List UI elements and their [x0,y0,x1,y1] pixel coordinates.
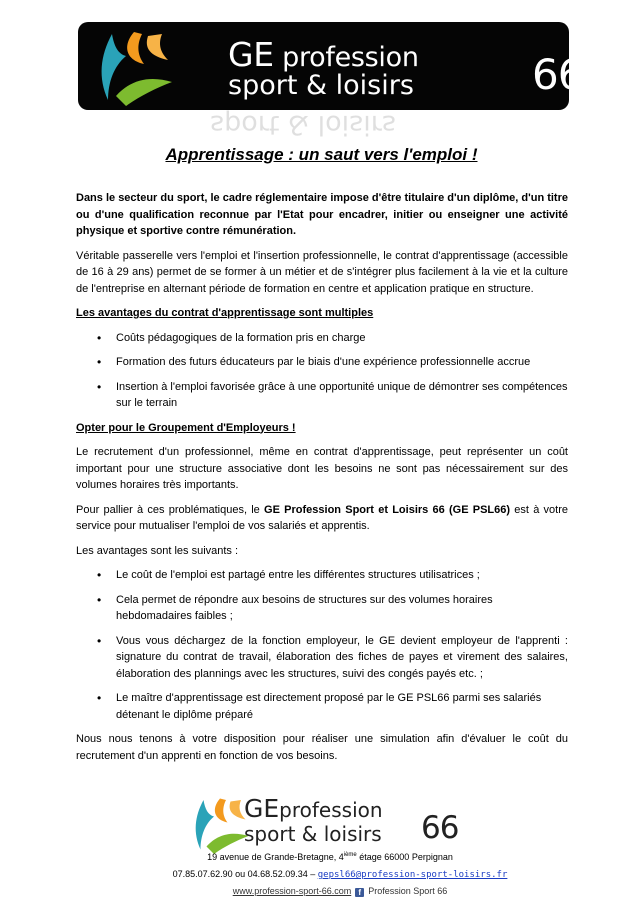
recruitment-paragraph: Le recrutement d'un professionnel, même en contrat d'apprentissage, peut représenter un coût important pour une structure associative dont les besoins ne sont pas nécessairement sur des volumes horaires très importants. [76,446,568,491]
benefits-intro: Les avantages sont les suivants : [76,544,239,557]
advantages-list [76,330,568,412]
list-item: • Coûts pédagogiques de la formation pris en charge [76,330,568,347]
header-banner [78,22,584,110]
banner-reflection [210,109,510,140]
benefits-list [76,567,568,723]
footer-initials: GE [244,794,280,823]
banner-initials: GE [228,35,274,74]
contact-line [140,869,540,880]
phone-numbers: 07.85.07.62.90 ou 04.68.52.09.34 – [172,869,318,879]
section-heading-advantages: Les avantages du contrat d'apprentissage sont multiples [76,307,374,319]
list-item: • Vous vous déchargez de la fonction employeur, le GE devient employeur de l'apprenti : signature du contrat de travail, élaboration des fiches de payes et virement des salaires, élaboration des plannings avec les structures, suivi des congés payés etc. ; [76,633,568,683]
intro-bold-paragraph: Dans le secteur du sport, le cadre réglementaire impose d'être titulaire d'un diplôme, d'un titre ou d'une qualification reconnue par l'Etat pour encadrer, initier ou enseigner une activité physique et sportive contre rémunération. [76,192,568,237]
footer-line2: sport & loisirs [244,822,382,846]
facebook-icon: f [355,888,364,897]
footer-number: 66 [421,810,459,846]
banner-word: profession [273,42,419,73]
intro-paragraph: Véritable passerelle vers l'emploi et l'insertion professionnelle, le contrat d'apprentissage (accessible de 16 à 29 ans) permet de se former à un métier et de s'intégrer plus facilement à la vie et la culture de l'entreprise en alternant période de formation en centre et application pratique en structure. [76,249,568,295]
closing-paragraph: Nous nous tenons à votre disposition pour réaliser une simulation afin d'évaluer le coût du recrutement d'un apprenti en fonction de vos besoins. [76,733,568,762]
section-heading-groupement: Opter pour le Groupement d'Employeurs ! [76,421,296,434]
ge-paragraph-end: est à votre service pour mutualiser l'emploi de vos salariés et apprentis. [76,503,569,532]
address [180,852,480,862]
list-item: • Formation des futurs éducateurs par le biais d'une expérience professionnelle accrue [76,354,568,371]
reflection-text: sport & loisirs [210,109,396,140]
ge-paragraph [76,502,568,535]
email-link[interactable]: gepsl66@profession-sport-loisirs.fr [317,870,508,880]
address-sup: ième [343,852,357,858]
website-link[interactable]: www.profession-sport-66.com [232,886,352,896]
banner-line2: sport & loisirs [228,70,414,101]
footer-wordmark [244,796,383,844]
ge-paragraph-start: Pour pallier à ces problématiques, le [76,503,265,516]
banner-wordmark [228,35,419,101]
swirl-logo-icon [82,26,178,106]
address-end: étage 66000 Perpignan [356,852,453,862]
footer-word: profession [279,798,383,822]
facebook-name[interactable]: Profession Sport 66 [368,886,448,896]
ge-name: GE Profession Sport et Loisirs 66 (GE PSL66) [264,503,511,516]
web-line [140,886,540,897]
list-item: • Le maître d'apprentissage est directement proposé par le GE PSL66 parmi ses salariés détenant le diplôme préparé [76,690,568,723]
address-start: 19 avenue de Grande-Bretagne, 4 [207,852,344,862]
document-body [76,190,568,772]
list-item: • Insertion à l'emploi favorisée grâce à une opportunité unique de démontrer ses compétences sur le terrain [76,379,568,412]
banner-number: 66 [532,50,584,99]
list-item: • Cela permet de répondre aux besoins de structures sur des volumes horaires hebdomadaires faibles ; [76,592,568,625]
page-title: Apprentissage : un saut vers l'emploi ! [165,145,478,164]
list-item: • Le coût de l'emploi est partagé entre les différentes structures utilisatrices ; [76,567,568,584]
